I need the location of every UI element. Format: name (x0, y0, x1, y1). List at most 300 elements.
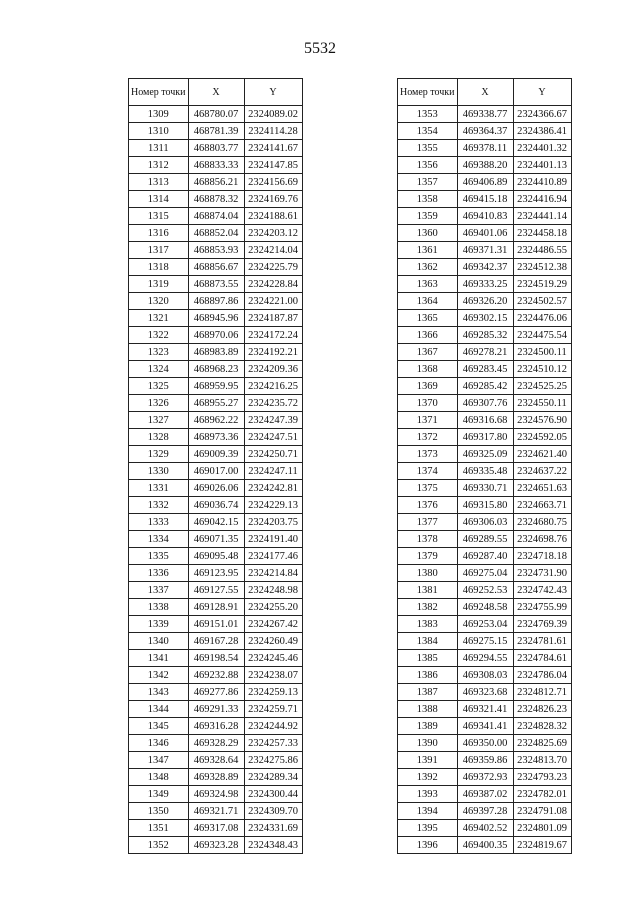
cell-x: 469328.89 (188, 769, 244, 786)
cell-point-number: 1344 (129, 701, 189, 718)
cell-x: 469324.98 (188, 786, 244, 803)
cell-x: 469372.93 (457, 769, 513, 786)
cell-point-number: 1388 (398, 701, 458, 718)
table-row (129, 191, 303, 208)
cell-y: 2324813.70 (513, 752, 571, 769)
cell-point-number: 1360 (398, 225, 458, 242)
cell-point-number: 1392 (398, 769, 458, 786)
table-row (129, 616, 303, 633)
cell-point-number: 1322 (129, 327, 189, 344)
cell-x: 468897.86 (188, 293, 244, 310)
table-row (129, 123, 303, 140)
cell-x: 469350.00 (457, 735, 513, 752)
cell-point-number: 1320 (129, 293, 189, 310)
cell-y: 2324257.33 (244, 735, 302, 752)
cell-x: 468983.89 (188, 344, 244, 361)
cell-point-number: 1386 (398, 667, 458, 684)
cell-x: 468803.77 (188, 140, 244, 157)
cell-x: 469275.04 (457, 565, 513, 582)
table-row (129, 735, 303, 752)
table-row (398, 565, 572, 582)
cell-y: 2324819.67 (513, 837, 571, 854)
coordinates-table-right (397, 78, 572, 854)
cell-point-number: 1396 (398, 837, 458, 854)
cell-x: 468780.07 (188, 106, 244, 123)
table-row (398, 616, 572, 633)
table-row (129, 531, 303, 548)
cell-y: 2324191.40 (244, 531, 302, 548)
header-y: Y (513, 79, 571, 106)
cell-y: 2324247.39 (244, 412, 302, 429)
cell-x: 469026.06 (188, 480, 244, 497)
table-row (129, 463, 303, 480)
cell-point-number: 1326 (129, 395, 189, 412)
cell-x: 469252.53 (457, 582, 513, 599)
table-row (398, 344, 572, 361)
cell-y: 2324825.69 (513, 735, 571, 752)
table-row (129, 208, 303, 225)
table-row (398, 395, 572, 412)
cell-y: 2324141.67 (244, 140, 302, 157)
cell-point-number: 1379 (398, 548, 458, 565)
table-row (129, 752, 303, 769)
cell-y: 2324216.25 (244, 378, 302, 395)
cell-point-number: 1369 (398, 378, 458, 395)
cell-x: 469248.58 (457, 599, 513, 616)
cell-x: 468852.04 (188, 225, 244, 242)
cell-y: 2324500.11 (513, 344, 571, 361)
cell-y: 2324245.46 (244, 650, 302, 667)
cell-x: 468968.23 (188, 361, 244, 378)
cell-x: 468856.21 (188, 174, 244, 191)
header-point-number: Номер точки (129, 79, 189, 106)
cell-y: 2324458.18 (513, 225, 571, 242)
table-row (129, 599, 303, 616)
cell-y: 2324486.55 (513, 242, 571, 259)
cell-y: 2324348.43 (244, 837, 302, 854)
cell-y: 2324188.61 (244, 208, 302, 225)
cell-point-number: 1340 (129, 633, 189, 650)
cell-y: 2324248.98 (244, 582, 302, 599)
cell-x: 468945.96 (188, 310, 244, 327)
cell-y: 2324250.71 (244, 446, 302, 463)
table-row (129, 803, 303, 820)
cell-point-number: 1329 (129, 446, 189, 463)
cell-y: 2324525.25 (513, 378, 571, 395)
cell-point-number: 1391 (398, 752, 458, 769)
table-row (398, 310, 572, 327)
cell-y: 2324235.72 (244, 395, 302, 412)
cell-point-number: 1393 (398, 786, 458, 803)
cell-y: 2324731.90 (513, 565, 571, 582)
cell-point-number: 1394 (398, 803, 458, 820)
cell-x: 469253.04 (457, 616, 513, 633)
table-row (398, 140, 572, 157)
table-row (129, 293, 303, 310)
cell-y: 2324300.44 (244, 786, 302, 803)
cell-y: 2324637.22 (513, 463, 571, 480)
cell-point-number: 1339 (129, 616, 189, 633)
cell-y: 2324177.46 (244, 548, 302, 565)
cell-x: 469151.01 (188, 616, 244, 633)
cell-point-number: 1352 (129, 837, 189, 854)
cell-point-number: 1355 (398, 140, 458, 157)
cell-x: 469359.86 (457, 752, 513, 769)
cell-point-number: 1350 (129, 803, 189, 820)
table-row (129, 395, 303, 412)
cell-point-number: 1384 (398, 633, 458, 650)
table-row (398, 582, 572, 599)
cell-x: 468973.36 (188, 429, 244, 446)
cell-point-number: 1356 (398, 157, 458, 174)
cell-point-number: 1323 (129, 344, 189, 361)
cell-point-number: 1385 (398, 650, 458, 667)
cell-y: 2324475.54 (513, 327, 571, 344)
cell-x: 469036.74 (188, 497, 244, 514)
cell-y: 2324401.13 (513, 157, 571, 174)
cell-x: 469341.41 (457, 718, 513, 735)
table-row (129, 650, 303, 667)
cell-y: 2324238.07 (244, 667, 302, 684)
table-row (129, 412, 303, 429)
cell-point-number: 1368 (398, 361, 458, 378)
header-point-number: Номер точки (398, 79, 458, 106)
table-row (129, 361, 303, 378)
cell-y: 2324259.13 (244, 684, 302, 701)
cell-x: 469285.42 (457, 378, 513, 395)
cell-point-number: 1348 (129, 769, 189, 786)
cell-y: 2324698.76 (513, 531, 571, 548)
cell-x: 469338.77 (457, 106, 513, 123)
cell-y: 2324187.87 (244, 310, 302, 327)
table-row (129, 446, 303, 463)
table-row (398, 735, 572, 752)
table-row (398, 803, 572, 820)
cell-point-number: 1318 (129, 259, 189, 276)
table-header-row (398, 79, 572, 106)
cell-x: 469017.00 (188, 463, 244, 480)
cell-x: 468959.95 (188, 378, 244, 395)
cell-point-number: 1395 (398, 820, 458, 837)
table-row (129, 820, 303, 837)
cell-x: 469415.18 (457, 191, 513, 208)
table-row (129, 582, 303, 599)
cell-y: 2324663.71 (513, 497, 571, 514)
table-row (398, 463, 572, 480)
cell-y: 2324221.00 (244, 293, 302, 310)
cell-y: 2324786.04 (513, 667, 571, 684)
cell-y: 2324781.61 (513, 633, 571, 650)
cell-point-number: 1387 (398, 684, 458, 701)
cell-y: 2324782.01 (513, 786, 571, 803)
cell-y: 2324255.20 (244, 599, 302, 616)
table-row (398, 820, 572, 837)
cell-x: 469321.71 (188, 803, 244, 820)
cell-x: 468970.06 (188, 327, 244, 344)
cell-y: 2324214.84 (244, 565, 302, 582)
cell-y: 2324512.38 (513, 259, 571, 276)
cell-y: 2324621.40 (513, 446, 571, 463)
cell-point-number: 1310 (129, 123, 189, 140)
table-row (398, 225, 572, 242)
cell-point-number: 1342 (129, 667, 189, 684)
cell-y: 2324769.39 (513, 616, 571, 633)
table-row (129, 157, 303, 174)
cell-point-number: 1309 (129, 106, 189, 123)
table-row (398, 514, 572, 531)
cell-x: 469123.95 (188, 565, 244, 582)
table-row (129, 327, 303, 344)
table-row (129, 633, 303, 650)
table-row (398, 650, 572, 667)
table-row (129, 242, 303, 259)
cell-point-number: 1311 (129, 140, 189, 157)
cell-point-number: 1376 (398, 497, 458, 514)
cell-x: 469323.68 (457, 684, 513, 701)
cell-point-number: 1330 (129, 463, 189, 480)
cell-point-number: 1345 (129, 718, 189, 735)
cell-y: 2324203.12 (244, 225, 302, 242)
table-row (398, 106, 572, 123)
cell-y: 2324331.69 (244, 820, 302, 837)
cell-x: 469328.64 (188, 752, 244, 769)
table-row (398, 718, 572, 735)
table-row (398, 480, 572, 497)
table-row (129, 106, 303, 123)
cell-point-number: 1347 (129, 752, 189, 769)
cell-x: 469406.89 (457, 174, 513, 191)
cell-point-number: 1382 (398, 599, 458, 616)
table-row (398, 429, 572, 446)
cell-x: 468833.33 (188, 157, 244, 174)
header-x: X (457, 79, 513, 106)
header-x: X (188, 79, 244, 106)
cell-y: 2324793.23 (513, 769, 571, 786)
cell-point-number: 1334 (129, 531, 189, 548)
cell-x: 469400.35 (457, 837, 513, 854)
cell-y: 2324147.85 (244, 157, 302, 174)
cell-point-number: 1324 (129, 361, 189, 378)
cell-point-number: 1349 (129, 786, 189, 803)
cell-y: 2324826.23 (513, 701, 571, 718)
cell-y: 2324260.49 (244, 633, 302, 650)
cell-point-number: 1358 (398, 191, 458, 208)
cell-x: 469307.76 (457, 395, 513, 412)
cell-y: 2324476.06 (513, 310, 571, 327)
coordinates-table-left (128, 78, 303, 854)
table-row (398, 684, 572, 701)
cell-y: 2324755.99 (513, 599, 571, 616)
cell-x: 469342.37 (457, 259, 513, 276)
cell-point-number: 1313 (129, 174, 189, 191)
cell-x: 469277.86 (188, 684, 244, 701)
table-row (129, 344, 303, 361)
cell-x: 469317.08 (188, 820, 244, 837)
table-row (129, 701, 303, 718)
cell-y: 2324784.61 (513, 650, 571, 667)
cell-point-number: 1374 (398, 463, 458, 480)
table-row (129, 140, 303, 157)
cell-y: 2324680.75 (513, 514, 571, 531)
table-row (129, 565, 303, 582)
cell-x: 468874.04 (188, 208, 244, 225)
cell-y: 2324203.75 (244, 514, 302, 531)
table-row (398, 667, 572, 684)
cell-point-number: 1371 (398, 412, 458, 429)
cell-point-number: 1335 (129, 548, 189, 565)
cell-point-number: 1337 (129, 582, 189, 599)
cell-y: 2324309.70 (244, 803, 302, 820)
cell-x: 469333.25 (457, 276, 513, 293)
cell-y: 2324791.08 (513, 803, 571, 820)
cell-y: 2324366.67 (513, 106, 571, 123)
cell-x: 468962.22 (188, 412, 244, 429)
cell-y: 2324416.94 (513, 191, 571, 208)
cell-x: 469401.06 (457, 225, 513, 242)
cell-y: 2324401.32 (513, 140, 571, 157)
cell-x: 469289.55 (457, 531, 513, 548)
table-row (129, 225, 303, 242)
cell-x: 469388.20 (457, 157, 513, 174)
cell-point-number: 1325 (129, 378, 189, 395)
cell-x: 469283.45 (457, 361, 513, 378)
table-row (129, 684, 303, 701)
cell-y: 2324228.84 (244, 276, 302, 293)
cell-point-number: 1380 (398, 565, 458, 582)
table-row (129, 276, 303, 293)
cell-point-number: 1377 (398, 514, 458, 531)
cell-point-number: 1328 (129, 429, 189, 446)
table-row (398, 837, 572, 854)
cell-y: 2324242.81 (244, 480, 302, 497)
cell-y: 2324244.92 (244, 718, 302, 735)
cell-y: 2324386.41 (513, 123, 571, 140)
table-row (398, 259, 572, 276)
cell-x: 469323.28 (188, 837, 244, 854)
cell-point-number: 1316 (129, 225, 189, 242)
cell-x: 468781.39 (188, 123, 244, 140)
cell-x: 468873.55 (188, 276, 244, 293)
cell-x: 469387.02 (457, 786, 513, 803)
table-row (398, 752, 572, 769)
table-row (129, 786, 303, 803)
table-row (398, 497, 572, 514)
cell-point-number: 1315 (129, 208, 189, 225)
cell-x: 469326.20 (457, 293, 513, 310)
cell-y: 2324502.57 (513, 293, 571, 310)
table-row (398, 769, 572, 786)
cell-point-number: 1336 (129, 565, 189, 582)
table-row (129, 718, 303, 735)
cell-point-number: 1331 (129, 480, 189, 497)
cell-y: 2324247.51 (244, 429, 302, 446)
cell-x: 469317.80 (457, 429, 513, 446)
cell-point-number: 1378 (398, 531, 458, 548)
cell-point-number: 1341 (129, 650, 189, 667)
table-row (398, 633, 572, 650)
cell-point-number: 1365 (398, 310, 458, 327)
cell-x: 469285.32 (457, 327, 513, 344)
header-y: Y (244, 79, 302, 106)
cell-x: 469402.52 (457, 820, 513, 837)
cell-point-number: 1317 (129, 242, 189, 259)
cell-x: 469232.88 (188, 667, 244, 684)
cell-point-number: 1314 (129, 191, 189, 208)
table-row (129, 837, 303, 854)
cell-y: 2324289.34 (244, 769, 302, 786)
cell-y: 2324247.11 (244, 463, 302, 480)
table-row (398, 548, 572, 565)
cell-y: 2324519.29 (513, 276, 571, 293)
cell-y: 2324576.90 (513, 412, 571, 429)
table-row (398, 208, 572, 225)
cell-x: 469294.55 (457, 650, 513, 667)
cell-x: 469328.29 (188, 735, 244, 752)
cell-y: 2324214.04 (244, 242, 302, 259)
cell-point-number: 1381 (398, 582, 458, 599)
cell-point-number: 1357 (398, 174, 458, 191)
cell-y: 2324259.71 (244, 701, 302, 718)
cell-point-number: 1366 (398, 327, 458, 344)
cell-point-number: 1375 (398, 480, 458, 497)
cell-x: 469325.09 (457, 446, 513, 463)
table-row (398, 361, 572, 378)
cell-point-number: 1338 (129, 599, 189, 616)
cell-x: 468878.32 (188, 191, 244, 208)
cell-y: 2324225.79 (244, 259, 302, 276)
cell-y: 2324828.32 (513, 718, 571, 735)
cell-point-number: 1354 (398, 123, 458, 140)
table-row (398, 293, 572, 310)
table-row (129, 378, 303, 395)
cell-y: 2324550.11 (513, 395, 571, 412)
cell-x: 469316.68 (457, 412, 513, 429)
cell-y: 2324169.76 (244, 191, 302, 208)
cell-x: 468856.67 (188, 259, 244, 276)
cell-x: 469042.15 (188, 514, 244, 531)
cell-point-number: 1319 (129, 276, 189, 293)
cell-y: 2324209.36 (244, 361, 302, 378)
table-row (129, 174, 303, 191)
cell-point-number: 1321 (129, 310, 189, 327)
cell-point-number: 1362 (398, 259, 458, 276)
cell-point-number: 1333 (129, 514, 189, 531)
cell-point-number: 1346 (129, 735, 189, 752)
cell-x: 469278.21 (457, 344, 513, 361)
table-row (398, 157, 572, 174)
cell-x: 469364.37 (457, 123, 513, 140)
cell-point-number: 1351 (129, 820, 189, 837)
cell-point-number: 1353 (398, 106, 458, 123)
cell-y: 2324410.89 (513, 174, 571, 191)
table-row (398, 327, 572, 344)
cell-x: 469287.40 (457, 548, 513, 565)
cell-y: 2324651.63 (513, 480, 571, 497)
cell-x: 469167.28 (188, 633, 244, 650)
table-row (398, 174, 572, 191)
cell-point-number: 1372 (398, 429, 458, 446)
cell-x: 469410.83 (457, 208, 513, 225)
table-row (129, 480, 303, 497)
cell-point-number: 1361 (398, 242, 458, 259)
cell-y: 2324592.05 (513, 429, 571, 446)
cell-x: 469127.55 (188, 582, 244, 599)
cell-x: 469071.35 (188, 531, 244, 548)
cell-x: 469330.71 (457, 480, 513, 497)
cell-y: 2324156.69 (244, 174, 302, 191)
cell-y: 2324742.43 (513, 582, 571, 599)
cell-y: 2324089.02 (244, 106, 302, 123)
